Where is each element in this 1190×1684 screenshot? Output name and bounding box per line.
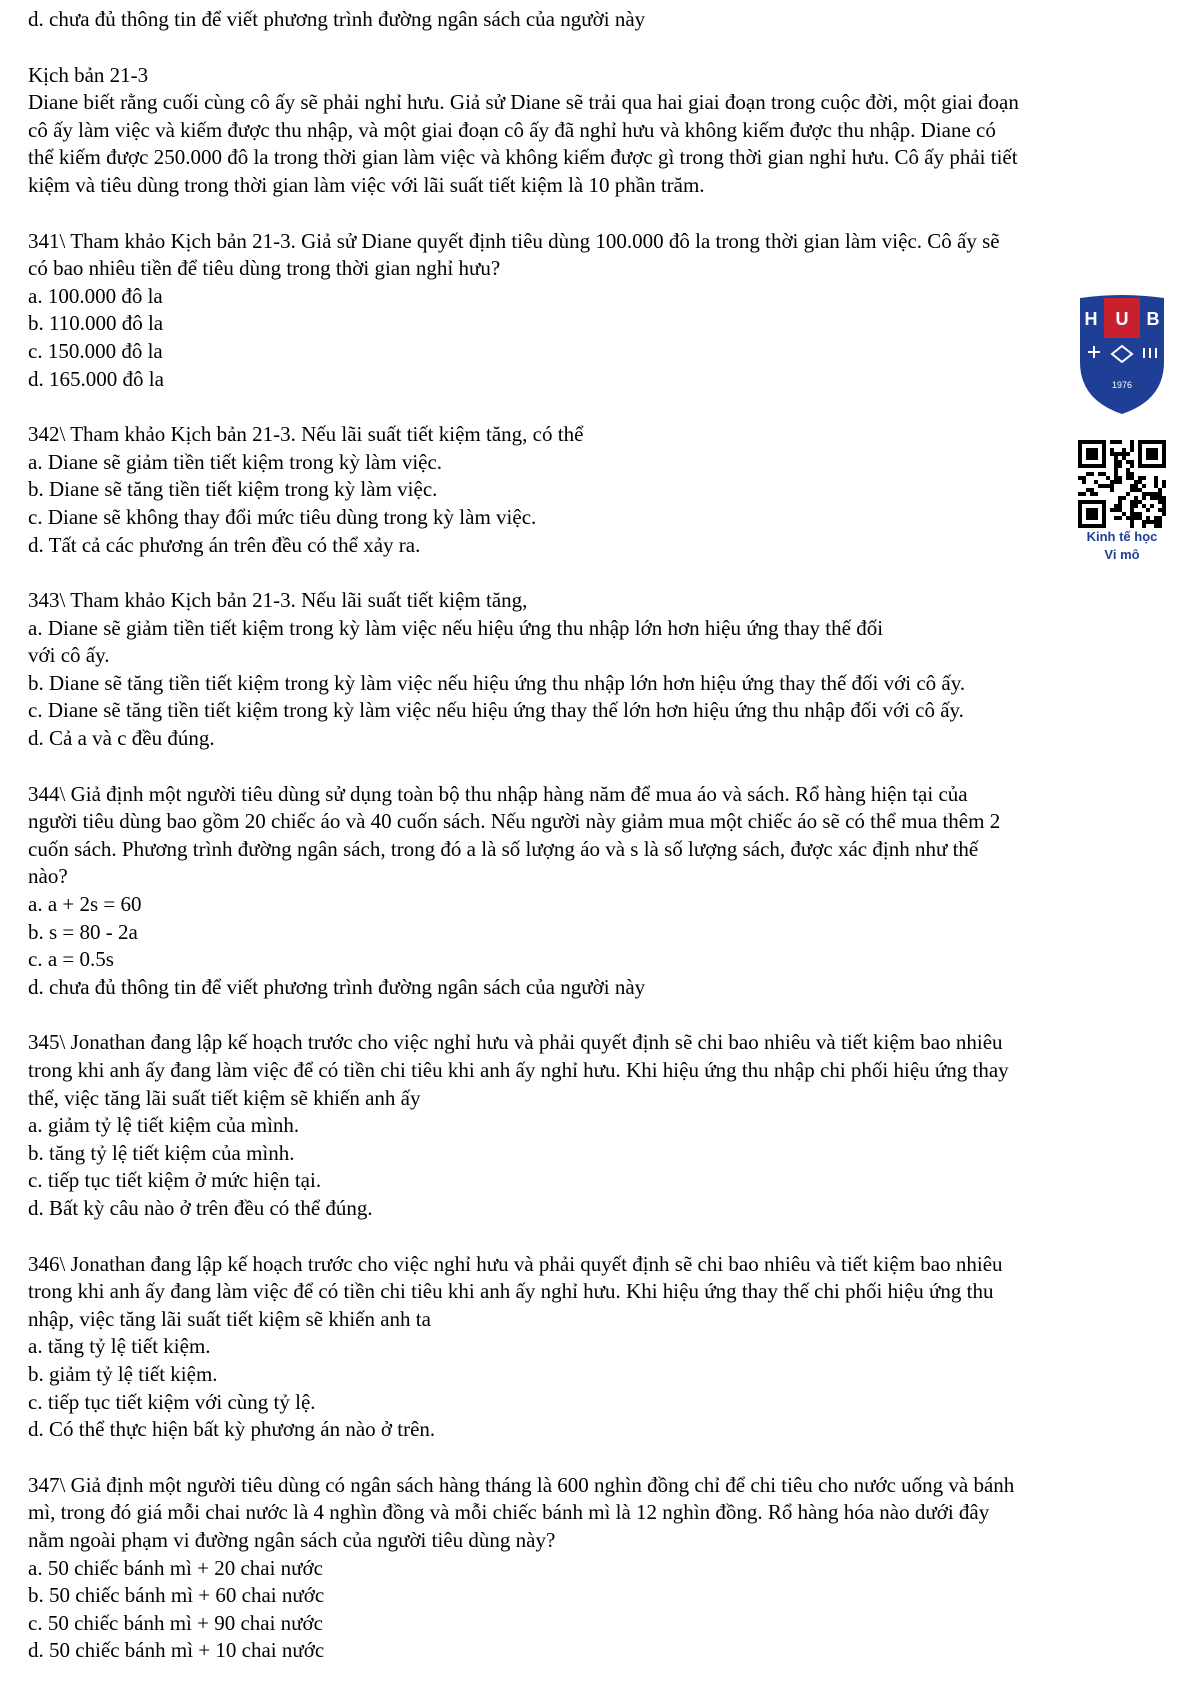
scenario-title: Kịch bản 21-3 — [28, 62, 149, 87]
logo-letter-h: H — [1084, 309, 1098, 329]
top-line: d. chưa đủ thông tin để viết phương trình đường ngân sách của người này — [28, 7, 646, 31]
answer-option: d. Có thể thực hiện bất kỳ phương án nào ở trên. — [28, 1417, 436, 1442]
qr-code-icon — [1078, 440, 1166, 528]
scenario-line: thể kiếm được 250.000 đô la trong thời gian làm việc và không kiếm được gì trong thời gian nghỉ hưu. Cô ấy phải tiết — [28, 145, 1018, 170]
spacer — [28, 200, 1168, 228]
question-text: 342\ Tham khảo Kịch bản 21-3. Nếu lãi suất tiết kiệm tăng, có thể — [28, 422, 584, 447]
answer-option: b. 50 chiếc bánh mì + 60 chai nước — [28, 1583, 325, 1608]
hub-badge — [1074, 292, 1170, 564]
logo-letter-u: U — [1115, 309, 1129, 329]
hub-logo — [1074, 292, 1170, 418]
answer-option: b. giảm tỷ lệ tiết kiệm. — [28, 1361, 218, 1386]
answer-option: b. Diane sẽ tăng tiền tiết kiệm trong kỳ làm việc nếu hiệu ứng thu nhập lớn hơn hiệu ứng thay thế đối với cô ấy. — [28, 670, 966, 695]
question-347 — [28, 1472, 1168, 1665]
question-text: 341\ Tham khảo Kịch bản 21-3. Giả sử Diane quyết định tiêu dùng 100.000 đô la trong thời gian làm việc. Cô ấy sẽ — [28, 228, 1000, 253]
answer-option: a. a + 2s = 60 — [28, 892, 142, 917]
answer-option: c. tiếp tục tiết kiệm với cùng tỷ lệ. — [28, 1389, 316, 1414]
question-text: người tiêu dùng bao gồm 20 chiếc áo và 40 cuốn sách. Nếu người này giảm mua một chiếc áo sẽ có thể mua thêm 2 — [28, 809, 1001, 834]
answer-option: với cô ấy. — [28, 643, 110, 668]
hub-shield-icon — [1074, 292, 1170, 418]
answer-option: a. giảm tỷ lệ tiết kiệm của mình. — [28, 1113, 300, 1138]
question-343 — [28, 587, 1168, 753]
question-text: nào? — [28, 864, 68, 889]
spacer — [28, 1223, 1168, 1251]
answer-option: d. Cả a và c đều đúng. — [28, 726, 215, 751]
answer-option: c. 150.000 đô la — [28, 338, 163, 363]
spacer — [28, 393, 1168, 421]
qr-code-graphic — [1078, 440, 1166, 528]
question-text: nhập, việc tăng lãi suất tiết kiệm sẽ khiến anh ta — [28, 1306, 431, 1331]
badge-caption-line2: Vi mô — [1104, 547, 1140, 562]
question-341 — [28, 228, 1168, 394]
question-text: 344\ Giả định một người tiêu dùng sử dụng toàn bộ thu nhập hàng năm để mua áo và sách. Rổ hàng hiện tại của — [28, 781, 968, 806]
answer-option: b. s = 80 - 2a — [28, 919, 138, 944]
answer-option: d. 50 chiếc bánh mì + 10 chai nước — [28, 1638, 325, 1663]
logo-year: 1976 — [1111, 380, 1133, 390]
question-text: 346\ Jonathan đang lập kế hoạch trước cho việc nghỉ hưu và phải quyết định sẽ chi bao nhiêu và tiết kiệm bao nhiêu — [28, 1251, 1003, 1276]
scenario-block — [28, 62, 1168, 200]
badge-caption-line1: Kinh tế học — [1086, 529, 1158, 544]
question-text: mì, trong đó giá mỗi chai nước là 4 nghìn đồng và mỗi chiếc bánh mì là 12 nghìn đồng. Rổ hàng hóa nào dưới đây — [28, 1500, 990, 1525]
scenario-line: Diane biết rằng cuối cùng cô ấy sẽ phải nghỉ hưu. Giả sử Diane sẽ trải qua hai giai đoạn trong cuộc đời, một giai đoạn — [28, 90, 1019, 115]
answer-option: d. Bất kỳ câu nào ở trên đều có thể đúng. — [28, 1195, 373, 1220]
question-text: trong khi anh ấy đang làm việc để có tiền chi tiêu khi anh ấy nghỉ hưu. Khi hiệu ứng thay thế chi phối hiệu ứng thu — [28, 1279, 994, 1304]
answer-option: b. tăng tỷ lệ tiết kiệm của mình. — [28, 1140, 295, 1165]
spacer — [28, 34, 1168, 62]
question-text: 345\ Jonathan đang lập kế hoạch trước cho việc nghỉ hưu và phải quyết định sẽ chi bao nhiêu và tiết kiệm bao nhiêu — [28, 1030, 1003, 1055]
question-342 — [28, 421, 1168, 559]
question-text: trong khi anh ấy đang làm việc để có tiền chi tiêu khi anh ấy nghỉ hưu. Khi hiệu ứng thu nhập chi phối hiệu ứng thay — [28, 1058, 1009, 1082]
scenario-line: cô ấy làm việc và kiếm được thu nhập, và một giai đoạn cô ấy đã nghỉ hưu và không kiếm được thu nhập. Diane có — [28, 117, 996, 142]
question-345 — [28, 1029, 1168, 1222]
question-text: có bao nhiêu tiền để tiêu dùng trong thời gian nghỉ hưu? — [28, 256, 501, 281]
question-text: 347\ Giả định một người tiêu dùng có ngân sách hàng tháng là 600 nghìn đồng chỉ để chi tiêu cho nước uống và bánh — [28, 1472, 1015, 1497]
answer-option: a. Diane sẽ giảm tiền tiết kiệm trong kỳ làm việc. — [28, 449, 443, 474]
answer-option: d. 165.000 đô la — [28, 366, 164, 391]
question-text: cuốn sách. Phương trình đường ngân sách, trong đó a là số lượng áo và s là số lượng sách, được xác định như thế — [28, 836, 979, 861]
spacer — [28, 1001, 1168, 1029]
answer-option: c. Diane sẽ không thay đổi mức tiêu dùng trong kỳ làm việc. — [28, 504, 537, 529]
logo-letter-b: B — [1146, 309, 1160, 329]
question-text: thế, việc tăng lãi suất tiết kiệm sẽ khiến anh ấy — [28, 1085, 421, 1110]
scenario-line: kiệm và tiêu dùng trong thời gian làm việc với lãi suất tiết kiệm là 10 phần trăm. — [28, 172, 705, 197]
answer-option: b. Diane sẽ tăng tiền tiết kiệm trong kỳ làm việc. — [28, 477, 438, 502]
spacer — [28, 1444, 1168, 1472]
answer-option: a. Diane sẽ giảm tiền tiết kiệm trong kỳ làm việc nếu hiệu ứng thu nhập lớn hơn hiệu ứng thay thế đối — [28, 615, 884, 640]
answer-option: c. Diane sẽ tăng tiền tiết kiệm trong kỳ làm việc nếu hiệu ứng thay thế lớn hơn hiệu ứng thu nhập đối với cô ấy. — [28, 698, 964, 723]
spacer — [28, 753, 1168, 781]
answer-option: c. tiếp tục tiết kiệm ở mức hiện tại. — [28, 1168, 322, 1193]
document-page — [28, 6, 1168, 1665]
answer-option: a. 50 chiếc bánh mì + 20 chai nước — [28, 1555, 323, 1580]
question-346 — [28, 1251, 1168, 1444]
answer-option: a. 100.000 đô la — [28, 283, 163, 308]
answer-option: c. 50 chiếc bánh mì + 90 chai nước — [28, 1610, 323, 1635]
question-text: 343\ Tham khảo Kịch bản 21-3. Nếu lãi suất tiết kiệm tăng, — [28, 588, 528, 613]
question-344 — [28, 781, 1168, 1002]
question-text: nằm ngoài phạm vi đường ngân sách của người tiêu dùng này? — [28, 1527, 556, 1552]
answer-option: d. Tất cả các phương án trên đều có thể xảy ra. — [28, 532, 421, 557]
answer-option: c. a = 0.5s — [28, 947, 114, 972]
answer-option: d. chưa đủ thông tin để viết phương trình đường ngân sách của người này — [28, 974, 646, 999]
answer-option: b. 110.000 đô la — [28, 311, 164, 336]
spacer — [28, 559, 1168, 587]
answer-option: a. tăng tỷ lệ tiết kiệm. — [28, 1334, 211, 1359]
